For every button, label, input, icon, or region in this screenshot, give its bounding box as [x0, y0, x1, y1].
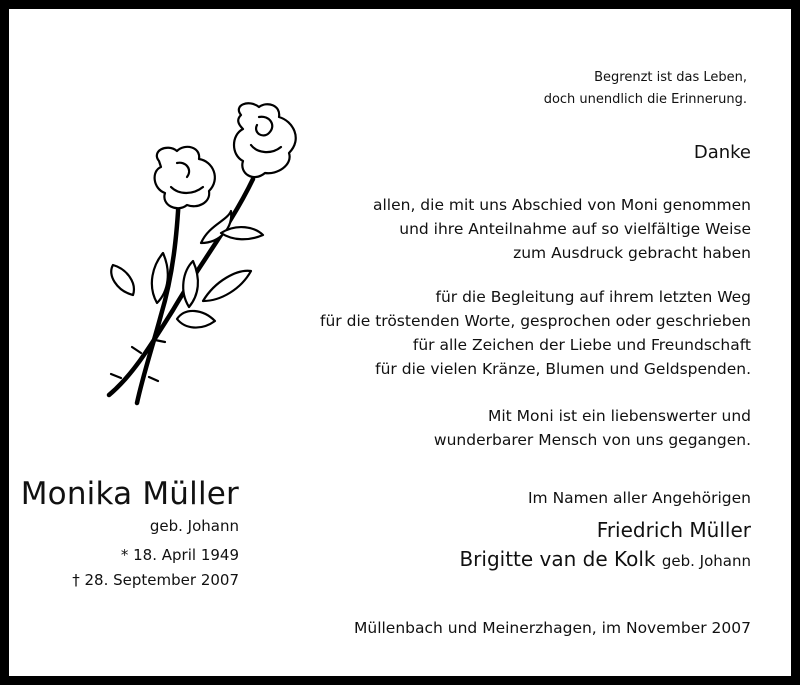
text-line: zum Ausdruck gebracht haben: [513, 244, 751, 262]
deceased-name: Monika Müller: [20, 476, 239, 512]
signature-intro: Im Namen aller Angehörigen: [527, 489, 751, 507]
place-date: Müllenbach und Meinerzhagen, im November 2007: [354, 619, 751, 637]
text-line: für die Begleitung auf ihrem letzten Weg: [435, 288, 751, 306]
text-line: für die vielen Kränze, Blumen und Geldspenden.: [375, 360, 751, 378]
signer-2-name: Brigitte van de Kolk: [459, 547, 656, 571]
signer-1: Friedrich Müller: [596, 518, 751, 542]
danke-heading: Danke: [693, 142, 751, 163]
signer-2-note: geb. Johann: [661, 552, 751, 570]
thanks-block-1: [373, 193, 751, 265]
motto-line: doch unendlich die Erinnerung.: [543, 92, 747, 107]
text-line: und ihre Anteilnahme auf so vielfältige Weise: [399, 220, 751, 238]
motto-line: Begrenzt ist das Leben,: [594, 70, 747, 85]
text-line: für die tröstenden Worte, gesprochen oder geschrieben: [320, 312, 751, 330]
rose-icon: [81, 95, 311, 413]
death-date: † 28. September 2007: [72, 571, 239, 589]
signer-2: [459, 547, 751, 571]
maiden-name: geb. Johann: [149, 517, 239, 535]
text-line: Mit Moni ist ein liebenswerter und: [488, 407, 751, 425]
text-line: allen, die mit uns Abschied von Moni genommen: [372, 196, 751, 214]
motto: [544, 67, 747, 111]
text-line: wunderbarer Mensch von uns gegangen.: [433, 431, 751, 449]
text-line: für alle Zeichen der Liebe und Freundschaft: [412, 336, 751, 354]
closing-block: [434, 404, 751, 452]
birth-date: * 18. April 1949: [120, 546, 239, 564]
thanks-block-2: [320, 285, 751, 381]
